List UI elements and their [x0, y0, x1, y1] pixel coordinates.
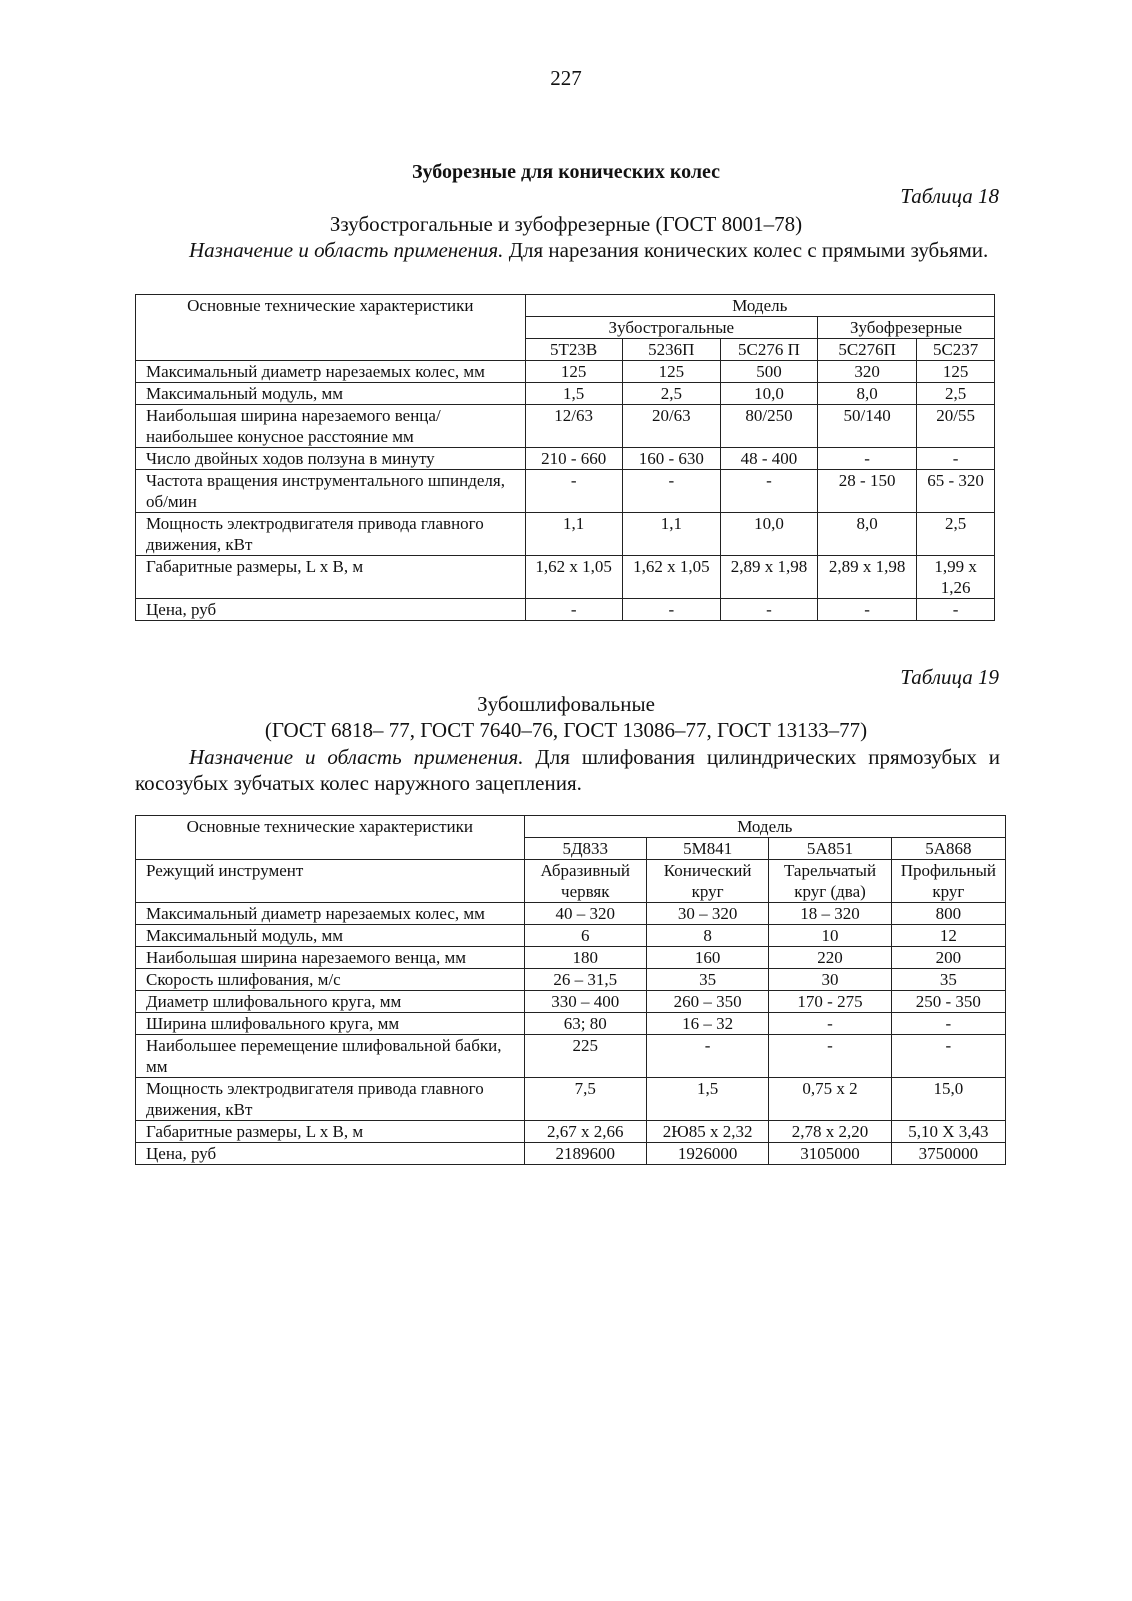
param-cell: Габаритные размеры, L x B, м: [136, 556, 526, 599]
value-cell: 28 - 150: [818, 470, 917, 513]
value-cell: 125: [525, 361, 622, 383]
value-cell: 1,5: [646, 1078, 768, 1121]
value-cell: -: [525, 599, 622, 621]
table-row: [136, 1121, 1006, 1143]
value-cell: 2,67 x 2,66: [524, 1121, 646, 1143]
table-row: [136, 947, 1006, 969]
table-row: [136, 470, 995, 513]
value-cell: 10,0: [720, 383, 817, 405]
value-cell: -: [622, 599, 720, 621]
value-cell: 125: [917, 361, 995, 383]
page-number: 227: [550, 66, 582, 90]
value-cell: 2,89 x 1,98: [720, 556, 817, 599]
value-cell: 180: [524, 947, 646, 969]
value-cell: 10,0: [720, 513, 817, 556]
value-cell: -: [646, 1035, 768, 1078]
value-cell: 30 – 320: [646, 903, 768, 925]
param-cell: Наибольшая ширина нарезаемого венца/ наибольшее конусное расстояние мм: [136, 405, 526, 448]
value-cell: 2,78 x 2,20: [769, 1121, 891, 1143]
table-row: [136, 860, 1006, 903]
table-18-caption: Ззубострогальные и зубофрезерные (ГОСТ 8001–78): [329, 212, 803, 236]
value-cell: 1,5: [525, 383, 622, 405]
param-cell: Скорость шлифования, м/с: [136, 969, 525, 991]
value-cell: 63; 80: [524, 1013, 646, 1035]
value-cell: 200: [891, 947, 1005, 969]
header-group-planing: Зубострогальные: [525, 317, 817, 339]
value-cell: 1,1: [525, 513, 622, 556]
value-cell: 500: [720, 361, 817, 383]
value-cell: 2Ю85 x 2,32: [646, 1121, 768, 1143]
value-cell: 50/140: [818, 405, 917, 448]
header-characteristics: Основные технические характеристики: [136, 295, 526, 361]
table-18-label: Таблица 18: [900, 184, 999, 208]
value-cell: 3105000: [769, 1143, 891, 1165]
param-cell: Максимальный диаметр нарезаемых колес, мм: [136, 903, 525, 925]
param-cell: Наибольшее перемещение шлифовальной бабки, мм: [136, 1035, 525, 1078]
purpose-text: Для шлифования цилиндрических прямозубых и косозубых зубчатых колес наружного зацепления.: [135, 745, 1001, 795]
param-cell: Режущий инструмент: [136, 860, 525, 903]
table-row: [136, 1013, 1006, 1035]
param-cell: Максимальный модуль, мм: [136, 383, 526, 405]
param-cell: Мощность электродвигателя привода главного движения, кВт: [136, 1078, 525, 1121]
section-title: Зуборезные для конических колес: [411, 161, 721, 183]
value-cell: 40 – 320: [524, 903, 646, 925]
table-row: [136, 925, 1006, 947]
value-cell: 15,0: [891, 1078, 1005, 1121]
param-cell: Диаметр шлифовального круга, мм: [136, 991, 525, 1013]
table-row: [136, 1035, 1006, 1078]
value-cell: Конический круг: [646, 860, 768, 903]
table-row: [136, 903, 1006, 925]
value-cell: 35: [646, 969, 768, 991]
value-cell: -: [720, 470, 817, 513]
table-18-purpose: [135, 237, 1000, 263]
param-cell: Наибольшая ширина нарезаемого венца, мм: [136, 947, 525, 969]
value-cell: 20/55: [917, 405, 995, 448]
table-row: [136, 448, 995, 470]
param-cell: Мощность электродвигателя привода главного движения, кВт: [136, 513, 526, 556]
value-cell: Тарельчатый круг (два): [769, 860, 891, 903]
table-row: [136, 969, 1006, 991]
table-row: [136, 361, 995, 383]
value-cell: Абразивный червяк: [524, 860, 646, 903]
value-cell: 8,0: [818, 513, 917, 556]
value-cell: -: [818, 448, 917, 470]
value-cell: 80/250: [720, 405, 817, 448]
value-cell: 170 - 275: [769, 991, 891, 1013]
param-cell: Максимальный диаметр нарезаемых колес, мм: [136, 361, 526, 383]
model-header: 5С276 П: [720, 339, 817, 361]
value-cell: -: [720, 599, 817, 621]
model-header: 5Д833: [524, 838, 646, 860]
purpose-text: Для нарезания конических колес с прямыми зубьями.: [508, 238, 989, 262]
value-cell: 210 - 660: [525, 448, 622, 470]
table-row: [136, 1078, 1006, 1121]
value-cell: 10: [769, 925, 891, 947]
model-header: 5Т23В: [525, 339, 622, 361]
model-header: 5М841: [646, 838, 768, 860]
header-model: Модель: [524, 816, 1005, 838]
param-cell: Цена, руб: [136, 599, 526, 621]
value-cell: 1,1: [622, 513, 720, 556]
table-row: [136, 383, 995, 405]
table-19-label: Таблица 19: [900, 665, 999, 689]
value-cell: 160: [646, 947, 768, 969]
value-cell: 16 – 32: [646, 1013, 768, 1035]
model-header: 5236П: [622, 339, 720, 361]
value-cell: 30: [769, 969, 891, 991]
value-cell: 65 - 320: [917, 470, 995, 513]
value-cell: 320: [818, 361, 917, 383]
table-19-caption-gost: (ГОСТ 6818– 77, ГОСТ 7640–76, ГОСТ 13086–77, ГОСТ 13133–77): [264, 718, 868, 742]
purpose-lead: Назначение и область применения.: [189, 238, 504, 262]
model-header: 5С276П: [818, 339, 917, 361]
param-cell: Частота вращения инструментального шпинделя, об/мин: [136, 470, 526, 513]
value-cell: 125: [622, 361, 720, 383]
table-row: [136, 513, 995, 556]
value-cell: 1,99 x 1,26: [917, 556, 995, 599]
value-cell: 3750000: [891, 1143, 1005, 1165]
value-cell: 260 – 350: [646, 991, 768, 1013]
model-header: 5А868: [891, 838, 1005, 860]
value-cell: -: [769, 1013, 891, 1035]
value-cell: -: [622, 470, 720, 513]
value-cell: -: [917, 599, 995, 621]
param-cell: Максимальный модуль, мм: [136, 925, 525, 947]
param-cell: Ширина шлифовального круга, мм: [136, 1013, 525, 1035]
value-cell: 20/63: [622, 405, 720, 448]
table-19-purpose: [135, 744, 1000, 796]
value-cell: 8,0: [818, 383, 917, 405]
table-19-caption-title: Зубошлифовальные: [477, 692, 655, 716]
value-cell: 7,5: [524, 1078, 646, 1121]
value-cell: 18 – 320: [769, 903, 891, 925]
value-cell: 1926000: [646, 1143, 768, 1165]
value-cell: 225: [524, 1035, 646, 1078]
value-cell: 2,89 x 1,98: [818, 556, 917, 599]
header-group-milling: Зубофрезерные: [818, 317, 995, 339]
value-cell: -: [917, 448, 995, 470]
header-characteristics: Основные технические характеристики: [136, 816, 525, 860]
value-cell: 12: [891, 925, 1005, 947]
value-cell: 48 - 400: [720, 448, 817, 470]
value-cell: -: [769, 1035, 891, 1078]
value-cell: 35: [891, 969, 1005, 991]
table-row: [136, 1143, 1006, 1165]
param-cell: Габаритные размеры, L x B, м: [136, 1121, 525, 1143]
value-cell: 1,62 x 1,05: [525, 556, 622, 599]
table-row: [136, 991, 1006, 1013]
purpose-lead: Назначение и область применения.: [189, 745, 524, 769]
value-cell: 12/63: [525, 405, 622, 448]
table-19: [135, 815, 1006, 1165]
value-cell: 160 - 630: [622, 448, 720, 470]
table-row: [136, 556, 995, 599]
model-header: 5С237: [917, 339, 995, 361]
value-cell: -: [891, 1035, 1005, 1078]
header-model: Модель: [525, 295, 994, 317]
value-cell: 2,5: [917, 383, 995, 405]
value-cell: 250 - 350: [891, 991, 1005, 1013]
value-cell: -: [891, 1013, 1005, 1035]
value-cell: 6: [524, 925, 646, 947]
value-cell: 2,5: [622, 383, 720, 405]
value-cell: 5,10 X 3,43: [891, 1121, 1005, 1143]
value-cell: 8: [646, 925, 768, 947]
value-cell: 0,75 x 2: [769, 1078, 891, 1121]
value-cell: 1,62 x 1,05: [622, 556, 720, 599]
table-row: [136, 599, 995, 621]
value-cell: -: [525, 470, 622, 513]
value-cell: 2,5: [917, 513, 995, 556]
table-row: [136, 405, 995, 448]
value-cell: 2189600: [524, 1143, 646, 1165]
value-cell: 800: [891, 903, 1005, 925]
value-cell: 26 – 31,5: [524, 969, 646, 991]
value-cell: -: [818, 599, 917, 621]
value-cell: 330 – 400: [524, 991, 646, 1013]
param-cell: Цена, руб: [136, 1143, 525, 1165]
param-cell: Число двойных ходов ползуна в минуту: [136, 448, 526, 470]
value-cell: 220: [769, 947, 891, 969]
value-cell: Профильный круг: [891, 860, 1005, 903]
model-header: 5А851: [769, 838, 891, 860]
table-18: [135, 294, 995, 621]
